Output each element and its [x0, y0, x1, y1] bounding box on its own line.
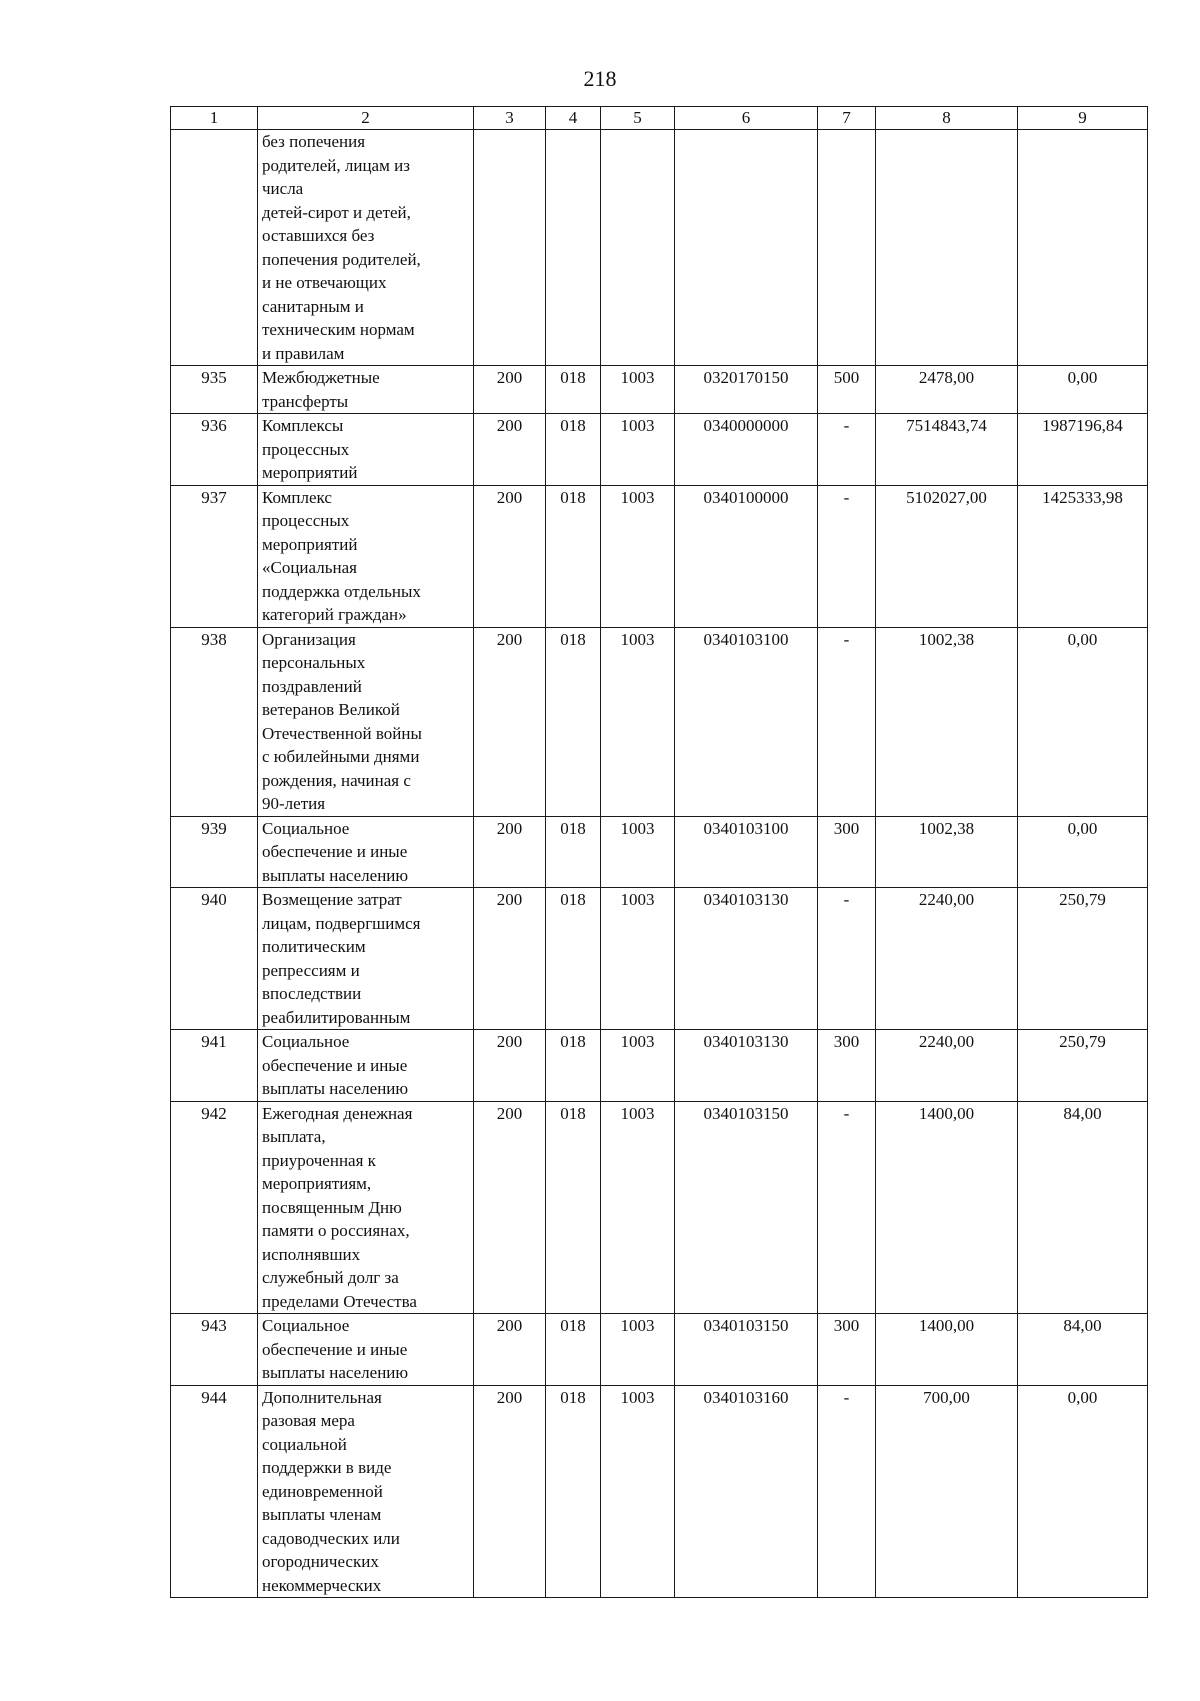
cell-col4 [546, 130, 601, 366]
cell-col9: 250,79 [1018, 888, 1148, 1030]
cell-col6: 0340103130 [675, 1030, 818, 1102]
budget-table [170, 106, 1148, 1598]
cell-col8: 2240,00 [876, 888, 1018, 1030]
cell-col3: 200 [474, 1101, 546, 1314]
cell-col9: 0,00 [1018, 366, 1148, 414]
row-number: 939 [171, 816, 258, 888]
row-number: 938 [171, 627, 258, 816]
cell-col4: 018 [546, 485, 601, 627]
row-name: Комплекс процессных мероприятий «Социальная поддержка отдельных категорий граждан» [258, 485, 474, 627]
cell-col3: 200 [474, 366, 546, 414]
cell-col5: 1003 [601, 414, 675, 486]
cell-col4: 018 [546, 1101, 601, 1314]
table-row [171, 816, 1148, 888]
cell-col7: - [818, 627, 876, 816]
cell-col3 [474, 130, 546, 366]
row-name: Дополнительная разовая мера социальной поддержки в виде единовременной выплаты членам садоводческих или огороднических некоммерческих [258, 1385, 474, 1598]
table-row [171, 888, 1148, 1030]
table-row [171, 627, 1148, 816]
cell-col6: 0340103100 [675, 627, 818, 816]
row-name: Организация персональных поздравлений ветеранов Великой Отечественной войны с юбилейными днями рождения, начиная с 90-летия [258, 627, 474, 816]
cell-col4: 018 [546, 1385, 601, 1598]
cell-col8: 1002,38 [876, 627, 1018, 816]
cell-col9 [1018, 130, 1148, 366]
cell-col5 [601, 130, 675, 366]
row-name: Социальное обеспечение и иные выплаты населению [258, 1314, 474, 1386]
cell-col4: 018 [546, 888, 601, 1030]
cell-col4: 018 [546, 414, 601, 486]
column-header: 8 [876, 107, 1018, 130]
cell-col9: 250,79 [1018, 1030, 1148, 1102]
cell-col6: 0340103150 [675, 1101, 818, 1314]
table-row [171, 1385, 1148, 1598]
cell-col6: 0340100000 [675, 485, 818, 627]
cell-col7: - [818, 1101, 876, 1314]
row-number [171, 130, 258, 366]
cell-col5: 1003 [601, 1314, 675, 1386]
cell-col5: 1003 [601, 888, 675, 1030]
cell-col5: 1003 [601, 1101, 675, 1314]
cell-col3: 200 [474, 888, 546, 1030]
table-row [171, 130, 1148, 366]
column-header: 6 [675, 107, 818, 130]
cell-col7: - [818, 888, 876, 1030]
row-name: Социальное обеспечение и иные выплаты населению [258, 816, 474, 888]
page-number: 218 [583, 66, 617, 91]
cell-col8: 1002,38 [876, 816, 1018, 888]
table-row [171, 1101, 1148, 1314]
cell-col8: 7514843,74 [876, 414, 1018, 486]
cell-col5: 1003 [601, 816, 675, 888]
cell-col3: 200 [474, 1385, 546, 1598]
column-header: 9 [1018, 107, 1148, 130]
cell-col5: 1003 [601, 485, 675, 627]
cell-col5: 1003 [601, 627, 675, 816]
column-header: 4 [546, 107, 601, 130]
cell-col7: 500 [818, 366, 876, 414]
cell-col4: 018 [546, 627, 601, 816]
cell-col9: 0,00 [1018, 1385, 1148, 1598]
cell-col7: 300 [818, 1314, 876, 1386]
cell-col3: 200 [474, 627, 546, 816]
cell-col8: 1400,00 [876, 1314, 1018, 1386]
cell-col8 [876, 130, 1018, 366]
cell-col4: 018 [546, 816, 601, 888]
cell-col3: 200 [474, 1030, 546, 1102]
cell-col6: 0340103130 [675, 888, 818, 1030]
row-number: 943 [171, 1314, 258, 1386]
row-name: Межбюджетные трансферты [258, 366, 474, 414]
cell-col7: - [818, 414, 876, 486]
cell-col4: 018 [546, 1030, 601, 1102]
row-number: 935 [171, 366, 258, 414]
row-name: Возмещение затрат лицам, подвергшимся политическим репрессиям и впоследствии реабилитированным [258, 888, 474, 1030]
row-name: без попечения родителей, лицам из числа детей-сирот и детей, оставшихся без попечения родителей, и не отвечающих санитарным и техническим нормам и правилам [258, 130, 474, 366]
cell-col3: 200 [474, 816, 546, 888]
row-number: 941 [171, 1030, 258, 1102]
table-row [171, 1314, 1148, 1386]
column-header: 7 [818, 107, 876, 130]
cell-col7: - [818, 1385, 876, 1598]
row-number: 942 [171, 1101, 258, 1314]
column-header: 5 [601, 107, 675, 130]
cell-col4: 018 [546, 1314, 601, 1386]
cell-col6: 0340103160 [675, 1385, 818, 1598]
cell-col6: 0340103100 [675, 816, 818, 888]
cell-col8: 5102027,00 [876, 485, 1018, 627]
column-header: 3 [474, 107, 546, 130]
cell-col3: 200 [474, 414, 546, 486]
table-row [171, 485, 1148, 627]
cell-col9: 1425333,98 [1018, 485, 1148, 627]
cell-col9: 1987196,84 [1018, 414, 1148, 486]
row-number: 940 [171, 888, 258, 1030]
cell-col6: 0340000000 [675, 414, 818, 486]
cell-col9: 0,00 [1018, 816, 1148, 888]
cell-col7 [818, 130, 876, 366]
cell-col5: 1003 [601, 366, 675, 414]
cell-col7: - [818, 485, 876, 627]
cell-col4: 018 [546, 366, 601, 414]
table-row [171, 414, 1148, 486]
cell-col7: 300 [818, 1030, 876, 1102]
table-row [171, 366, 1148, 414]
table-body [171, 130, 1148, 1598]
cell-col9: 84,00 [1018, 1101, 1148, 1314]
cell-col6: 0340103150 [675, 1314, 818, 1386]
cell-col9: 0,00 [1018, 627, 1148, 816]
cell-col8: 2240,00 [876, 1030, 1018, 1102]
row-number: 937 [171, 485, 258, 627]
cell-col9: 84,00 [1018, 1314, 1148, 1386]
row-number: 944 [171, 1385, 258, 1598]
row-name: Ежегодная денежная выплата, приуроченная к мероприятиям, посвященным Дню памяти о россиянах, исполнявших служебный долг за пределами Отечества [258, 1101, 474, 1314]
cell-col6: 0320170150 [675, 366, 818, 414]
header-row [171, 107, 1148, 130]
row-name: Социальное обеспечение и иные выплаты населению [258, 1030, 474, 1102]
cell-col6 [675, 130, 818, 366]
cell-col8: 1400,00 [876, 1101, 1018, 1314]
cell-col5: 1003 [601, 1030, 675, 1102]
cell-col5: 1003 [601, 1385, 675, 1598]
cell-col3: 200 [474, 1314, 546, 1386]
cell-col8: 2478,00 [876, 366, 1018, 414]
row-number: 936 [171, 414, 258, 486]
column-header: 2 [258, 107, 474, 130]
column-header: 1 [171, 107, 258, 130]
row-name: Комплексы процессных мероприятий [258, 414, 474, 486]
table-row [171, 1030, 1148, 1102]
cell-col7: 300 [818, 816, 876, 888]
cell-col3: 200 [474, 485, 546, 627]
cell-col8: 700,00 [876, 1385, 1018, 1598]
